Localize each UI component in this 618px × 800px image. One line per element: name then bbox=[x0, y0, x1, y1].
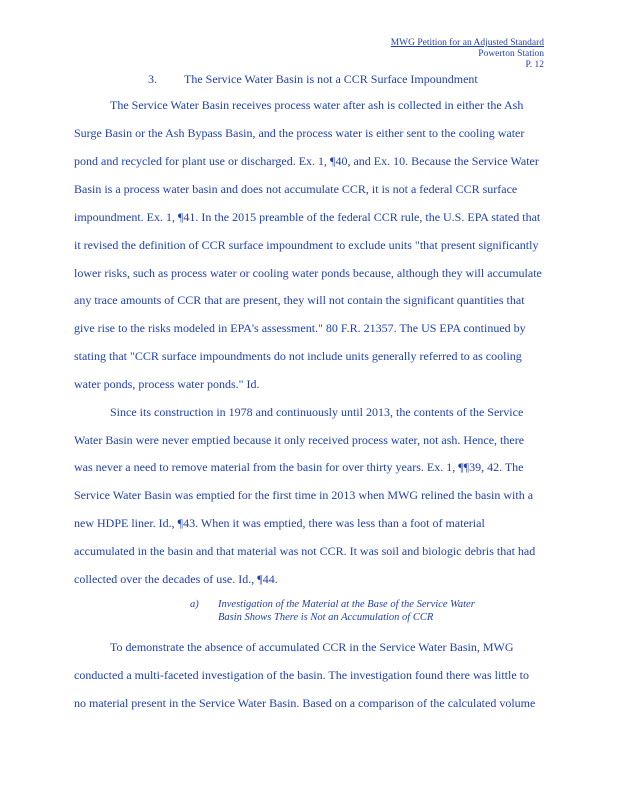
header-station-name: Powerton Station bbox=[478, 49, 544, 59]
paragraph1-line: pond and recycled for plant use or discharged. Ex. 1, ¶40, and Ex. 10. Because the Service Water bbox=[74, 154, 539, 168]
paragraph1-line: Surge Basin or the Ash Bypass Basin, and the process water is either sent to the cooling water bbox=[74, 126, 525, 140]
paragraph1-line: give rise to the risks modeled in EPA's assessment." 80 F.R. 21357. The US EPA continued by bbox=[74, 321, 526, 335]
subsection-tag: a) bbox=[190, 599, 199, 610]
paragraph1-line: it revised the definition of CCR surface impoundment to exclude units "that present significantly bbox=[74, 238, 539, 252]
paragraph3-line: To demonstrate the absence of accumulated CCR in the Service Water Basin, MWG bbox=[110, 640, 514, 654]
paragraph2-line: accumulated in the basin and that material was not CCR. It was soil and biologic debris that had bbox=[74, 544, 536, 558]
paragraph2-line: was never a need to remove material from the basin for over thirty years. Ex. 1, ¶¶39, 42. The bbox=[74, 460, 524, 474]
paragraph2-line: Water Basin were never emptied because it only received process water, not ash. Hence, there bbox=[74, 433, 525, 447]
subsection-title-line2: Basin Shows There is Not an Accumulation of CCR bbox=[218, 612, 434, 623]
paragraph1-line: impoundment. Ex. 1, ¶41. In the 2015 preamble of the federal CCR rule, the U.S. EPA stated that bbox=[74, 210, 541, 224]
paragraph1-line: water ponds, process water ponds." Id. bbox=[74, 377, 260, 391]
subsection-heading bbox=[190, 599, 475, 611]
subsection-heading-cont bbox=[190, 612, 433, 624]
section-number: 3. bbox=[148, 72, 157, 86]
paragraph2-line: new HDPE liner. Id., ¶43. When it was emptied, there was less than a foot of material bbox=[74, 516, 485, 530]
section-title: The Service Water Basin is not a CCR Surface Impoundment bbox=[184, 72, 478, 86]
header-petition-title: MWG Petition for an Adjusted Standard bbox=[390, 38, 544, 48]
paragraph3-line: conducted a multi-faceted investigation of the basin. The investigation found there was little to bbox=[74, 668, 529, 682]
paragraph2-line: Since its construction in 1978 and continuously until 2013, the contents of the Service bbox=[110, 405, 524, 419]
paragraph1-line: The Service Water Basin receives process water after ash is collected in either the Ash bbox=[110, 98, 524, 112]
paragraph1-line: lower risks, such as process water or cooling water ponds because, although they will accumulate bbox=[74, 266, 542, 280]
paragraph1-line: any trace amounts of CCR that are present, they will not contain the significant quantities that bbox=[74, 293, 525, 307]
paragraph3-line: no material present in the Service Water Basin. Based on a comparison of the calculated volume bbox=[74, 696, 536, 710]
paragraph2-line: collected over the decades of use. Id., ¶44. bbox=[74, 572, 278, 586]
paragraph1-line: Basin is a process water basin and does not accumulate CCR, it is not a federal CCR surface bbox=[74, 182, 518, 196]
paragraph2-line: Service Water Basin was emptied for the first time in 2013 when MWG relined the basin with a bbox=[74, 488, 534, 502]
section-heading bbox=[148, 72, 478, 87]
paragraph1-line: stating that "CCR surface impoundments do not include units generally referred to as cooling bbox=[74, 349, 522, 363]
subsection-title-line1: Investigation of the Material at the Base of the Service Water bbox=[218, 599, 475, 610]
header-page-number: P. 12 bbox=[525, 60, 544, 70]
